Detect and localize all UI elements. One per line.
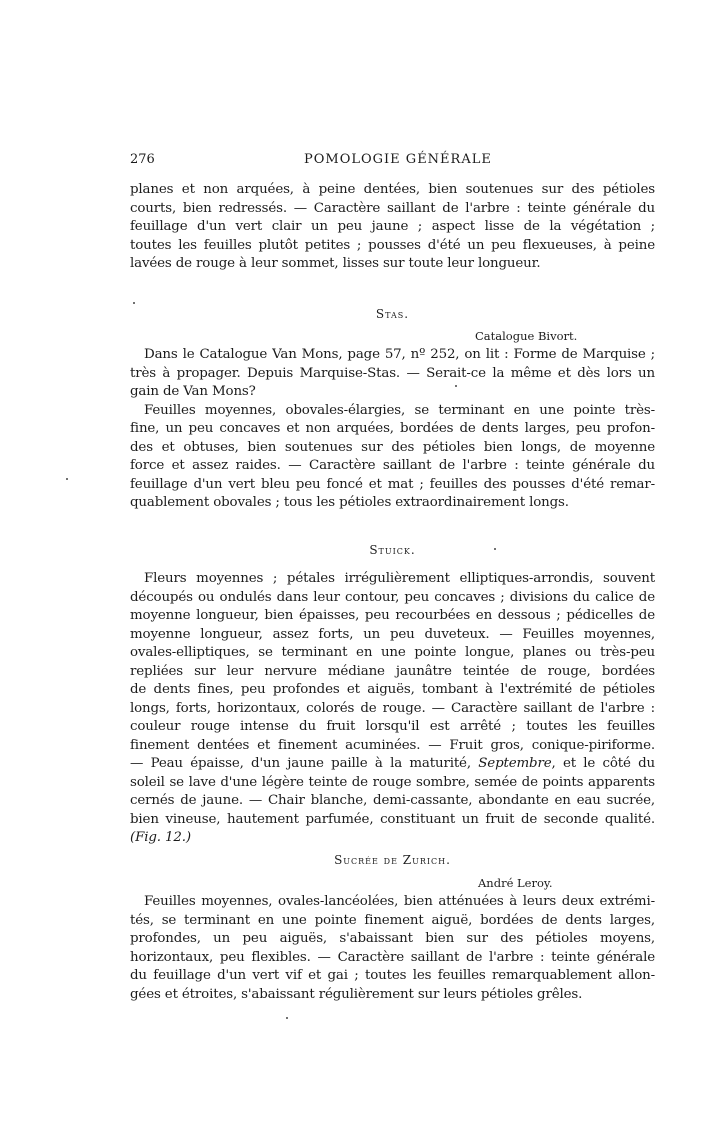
text-line: Dans le Catalogue Van Mons, page 57, nº 252, on lit : Forme de Marquise ; [144,347,655,362]
text-line: du feuillage d'un vert vif et gai ; toutes les feuilles remarquablement allon- [130,968,655,983]
source-citation-sucree: André Leroy. [478,876,553,890]
text-line: de dents fines, peu profondes et aiguës, tombant à l'extrémité de pétioles [130,682,655,697]
text-line: moyenne longueur, bien épaisses, peu recourbées en dessous ; pédicelles de [130,608,655,623]
text-line: couleur rouge intense du fruit lorsqu'il est arrêté ; toutes les feuilles [130,719,655,734]
line-end: , et le côté du [551,756,655,771]
section-title-stuick: Stuick. [369,543,416,557]
month-name: Septembre [478,756,552,771]
print-speck [494,548,496,550]
text-line: feuillage d'un vert clair un peu jaune ; aspect lisse de la végétation ; [130,219,655,234]
stas-paragraph [130,346,655,513]
text-line: des et obtuses, bien soutenues sur des pétioles bien longs, de moyenne [130,439,655,455]
text-line-with-month [130,755,655,774]
page-header [130,152,655,172]
text-line: horizontaux, peu flexibles. — Caractère saillant de l'arbre : teinte générale [130,949,655,965]
source-citation-stas: Catalogue Bivort. [475,329,578,343]
text-line: profondes, un peu aiguës, s'abaissant bien sur des pétioles moyens, [130,931,655,946]
figure-reference: (Fig. 12.) [130,830,191,845]
text-line: gées et étroites, s'abaissant régulièrement sur leurs pétioles grêles. [130,986,583,1002]
text-line: courts, bien redressés. — Caractère saillant de l'arbre : teinte générale du [130,200,655,216]
print-speck [286,1017,288,1019]
text-line: feuillage d'un vert bleu peu foncé et mat ; feuilles des pousses d'été remar- [130,476,655,492]
text-line: lavées de rouge à leur sommet, lisses sur toute leur longueur. [130,256,541,271]
sucree-paragraph [130,893,655,1004]
intro-paragraph [130,181,655,274]
text-line: quablement obovales ; tous les pétioles extraordinairement longs. [130,495,569,510]
text-line: moyenne longueur, assez forts, un peu duveteux. — Feuilles moyennes, [130,626,655,642]
stuick-paragraph [130,570,655,848]
text-line: Fleurs moyennes ; pétales irrégulièrement elliptiques-arrondis, souvent [144,571,655,586]
running-title: POMOLOGIE GÉNÉRALE [304,152,492,167]
text-line: Feuilles moyennes, ovales-lancéolées, bien atténuées à leurs deux extrémi- [144,894,655,909]
text-line: longs, forts, horizontaux, colorés de rouge. — Caractère saillant de l'arbre : [130,700,655,716]
line-start: — Peau épaisse, d'un jaune paille à la maturité, [130,756,471,771]
text-line: planes et non arquées, à peine dentées, bien soutenues sur des pétioles [130,182,655,197]
text-line: repliées sur leur nervure médiane jaunâtre teintée de rouge, bordées [130,663,655,679]
page-number: 276 [130,152,155,167]
text-line: découpés ou ondulés dans leur contour, peu concaves ; divisions du calice de [130,589,655,605]
section-title-stas: Stas. [375,307,410,321]
text-line: soleil se lave d'une légère teinte de rouge sombre, semée de points apparents [130,774,655,790]
text-line: bien vineuse, hautement parfumée, constituant un fruit de seconde qualité. [130,811,655,827]
text-line: cernés de jaune. — Chair blanche, demi-cassante, abondante en eau sucrée, [130,793,655,808]
text-line: ovales-elliptiques, se terminant en une pointe longue, planes ou très-peu [130,645,655,660]
text-line: force et assez raides. — Caractère saillant de l'arbre : teinte générale du [130,458,655,473]
text-line: fine, un peu concaves et non arquées, bordées de dents larges, peu profon- [130,421,655,436]
text-line: toutes les feuilles plutôt petites ; pousses d'été un peu flexueuses, à peine [130,237,655,253]
text-line: finement dentées et finement acuminées. — Fruit gros, conique-piriforme. [130,737,655,753]
section-title-sucree-de-zurich: Sucrée de Zurich. [334,853,451,867]
print-speck [66,478,68,480]
text-line: tés, se terminant en une pointe finement aiguë, bordées de dents larges, [130,912,655,928]
text-line: gain de Van Mons? [130,384,256,399]
print-speck [455,385,457,387]
text-line: Feuilles moyennes, obovales-élargies, se terminant en une pointe très- [144,402,655,418]
print-speck [133,302,135,304]
text-line: très à propager. Depuis Marquise-Stas. — Serait-ce la même et dès lors un [130,365,655,381]
